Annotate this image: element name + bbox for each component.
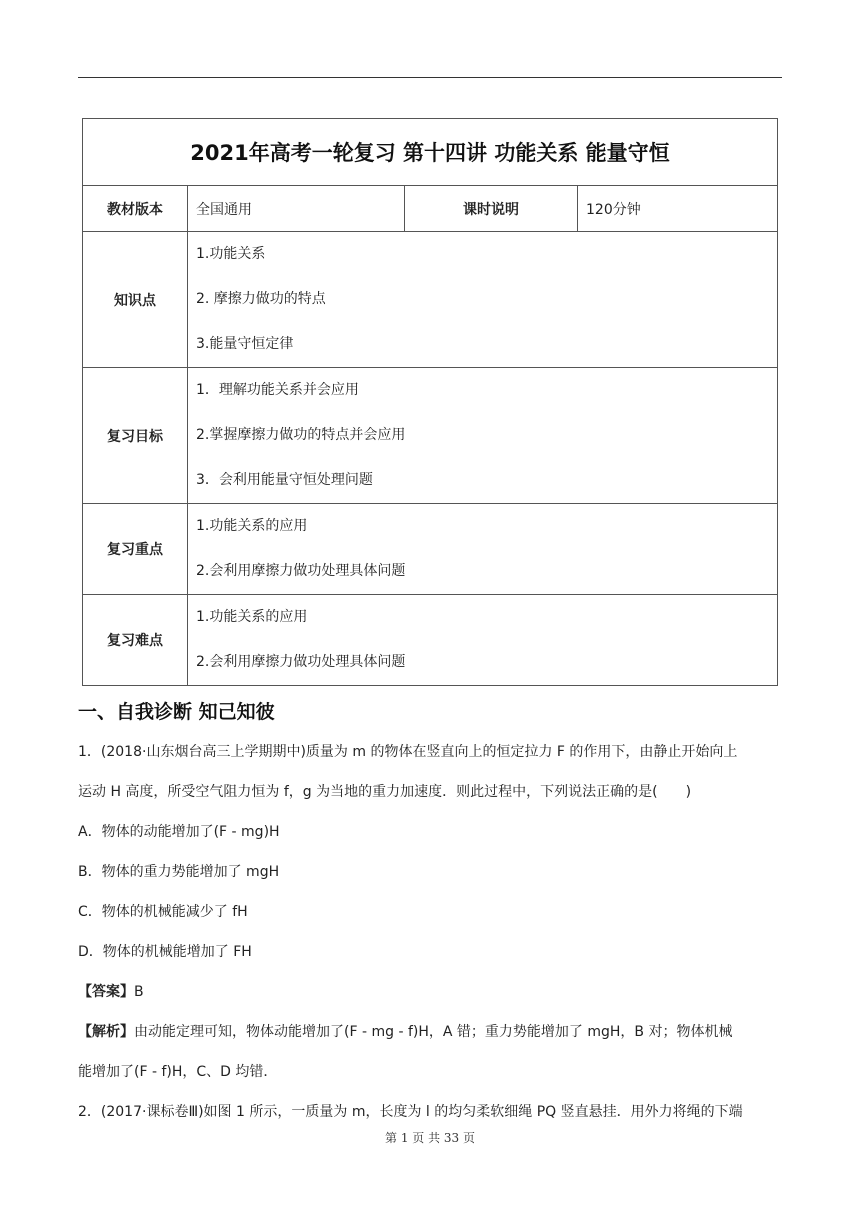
- difficulty-item: 1.功能关系的应用: [196, 609, 308, 625]
- knowledge-row: [83, 232, 778, 368]
- difficulty-row: [83, 595, 778, 686]
- knowledge-items: [188, 232, 778, 368]
- difficulty-item: 2.会利用摩擦力做功处理具体问题: [196, 654, 406, 670]
- answer-tag: 【答案】: [78, 984, 134, 1000]
- duration-value: 120分钟: [578, 186, 778, 232]
- difficulty-items: [188, 595, 778, 686]
- goal-item: 2.掌握摩擦力做功的特点并会应用: [196, 427, 406, 443]
- focus-item: 2.会利用摩擦力做功处理具体问题: [196, 563, 406, 579]
- knowledge-label: 知识点: [83, 232, 188, 368]
- knowledge-item: 3.能量守恒定律: [196, 336, 294, 352]
- analysis-text: 由动能定理可知，物体动能增加了(F - mg - f)H，A 错；重力势能增加了 mgH，B 对；物体机械: [134, 1024, 733, 1040]
- goal-item: 3．会利用能量守恒处理问题: [196, 472, 373, 488]
- goal-item: 1．理解功能关系并会应用: [196, 382, 359, 398]
- focus-label: 复习重点: [83, 504, 188, 595]
- goals-label: 复习目标: [83, 368, 188, 504]
- answer-value: B: [134, 984, 144, 1000]
- edition-value: 全国通用: [188, 186, 405, 232]
- section-heading: 一、自我诊断 知己知彼: [78, 701, 275, 723]
- difficulty-label: 复习难点: [83, 595, 188, 686]
- goals-row: [83, 368, 778, 504]
- q1-stem-line: 1．(2018·山东烟台高三上学期期中)质量为 m 的物体在竖直向上的恒定拉力 F 的作用下，由静止开始向上: [78, 744, 738, 760]
- q1-analysis-line: [78, 1012, 784, 1052]
- focus-row: [83, 504, 778, 595]
- header-rule: [78, 77, 782, 78]
- edition-row: [83, 186, 778, 232]
- focus-items: [188, 504, 778, 595]
- q2-stem-line: 2．(2017·课标卷Ⅲ)如图 1 所示，一质量为 m，长度为 l 的均匀柔软细绳 PQ 竖直悬挂．用外力将绳的下端: [78, 1104, 743, 1120]
- knowledge-item: 1.功能关系: [196, 246, 266, 262]
- lesson-info-table: [82, 118, 778, 686]
- duration-label: 课时说明: [405, 186, 578, 232]
- page-footer: 第 1 页 共 33 页: [385, 1131, 475, 1145]
- q1-option-a: A．物体的动能增加了(F - mg)H: [78, 824, 280, 840]
- knowledge-item: 2. 摩擦力做功的特点: [196, 291, 326, 307]
- analysis-tag: 【解析】: [78, 1024, 134, 1040]
- document-title: 2021年高考一轮复习 第十四讲 功能关系 能量守恒: [83, 119, 778, 186]
- question-body: [78, 732, 784, 1132]
- goals-items: [188, 368, 778, 504]
- q1-stem-line: 运动 H 高度，所受空气阻力恒为 f，g 为当地的重力加速度．则此过程中，下列说法正确的是( ): [78, 784, 692, 800]
- q1-analysis-line: 能增加了(F - f)H，C、D 均错．: [78, 1064, 278, 1080]
- edition-label: 教材版本: [83, 186, 188, 232]
- q1-option-c: C．物体的机械能减少了 fH: [78, 904, 248, 920]
- q1-option-b: B．物体的重力势能增加了 mgH: [78, 864, 280, 880]
- title-row: [83, 119, 778, 186]
- q1-answer: [78, 972, 784, 1012]
- q1-option-d: D．物体的机械能增加了 FH: [78, 944, 252, 960]
- focus-item: 1.功能关系的应用: [196, 518, 308, 534]
